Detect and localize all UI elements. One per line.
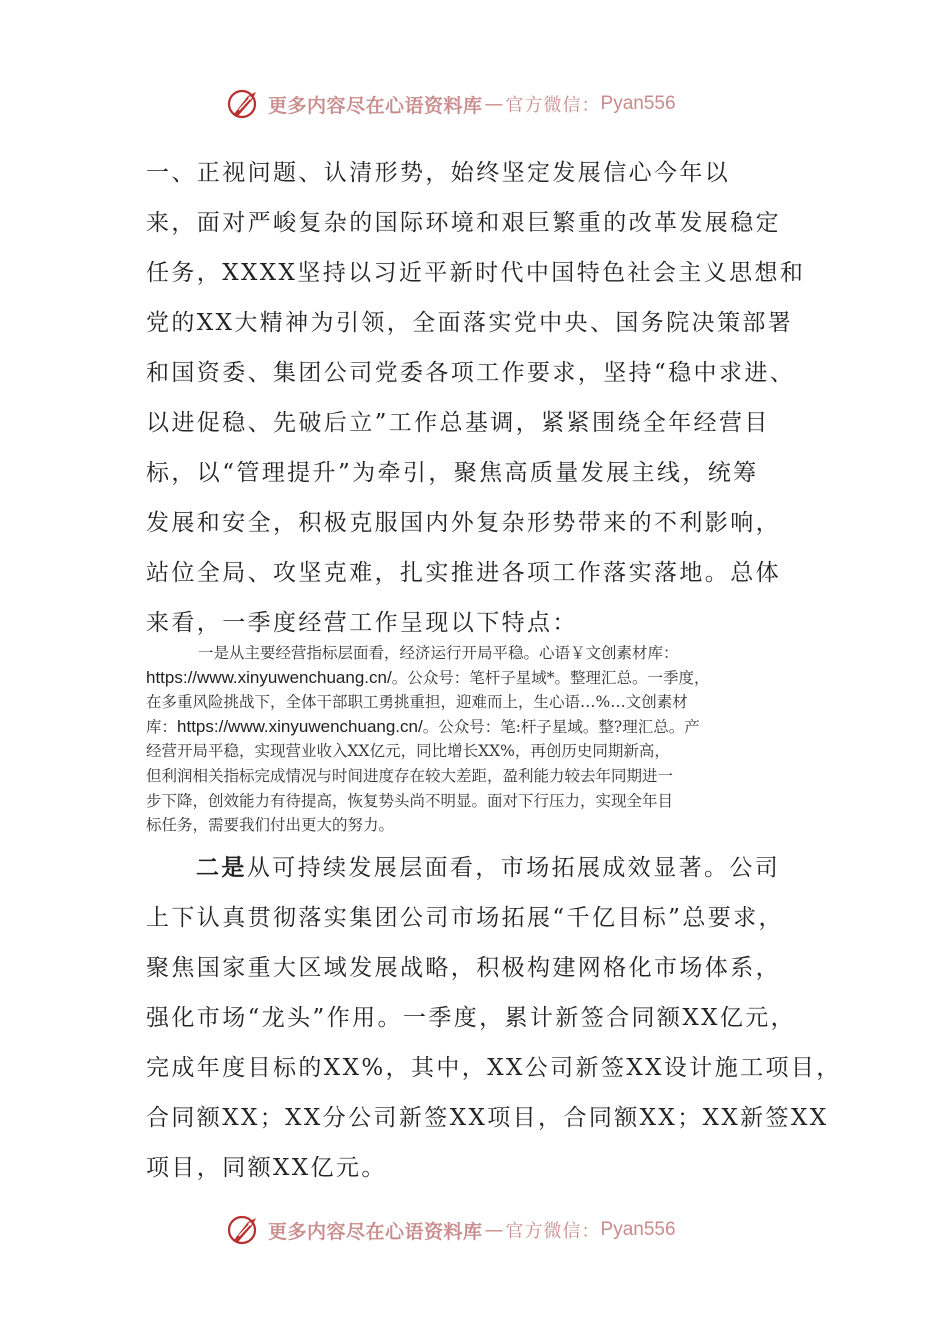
footer-banner (226, 1210, 746, 1250)
banner-wechat-id: Pyan556 (600, 93, 676, 114)
text-line: 步下降，创效能力有待提高，恢复势头尚不明显。面对下行压力，实现全年目 (146, 791, 674, 810)
banner-title: 更多内容尽在心语资料库 (268, 94, 483, 117)
text-line: 在多重风险挑战下，全体干部职工勇挑重担，迎难而上，生心语…%…文创素材 (146, 693, 688, 712)
banner-wechat-id: Pyan556 (600, 1219, 676, 1240)
text-line: 上下认真贯彻落实集团公司市场拓展“千亿目标”总要求， (146, 905, 784, 931)
banner-dash: — (484, 1219, 504, 1241)
text-line (146, 666, 806, 691)
banner-dash: — (484, 93, 504, 115)
text-line (146, 843, 826, 893)
text-line (146, 715, 806, 740)
text-line: 来，面对严峻复杂的国际环境和艰巨繁重的改革发展稳定 (146, 210, 781, 236)
text-line: 任务，XXXX坚持以习近平新时代中国特色社会主义思想和 (146, 260, 806, 286)
text-line: 但利润相关指标完成情况与时间进度存在较大差距，盈利能力较去年同期进一 (146, 766, 674, 785)
text-line: 合同额XX；XX分公司新签XX项目，合同额XX；XX新签XX (146, 1105, 829, 1131)
text-line: 站位全局、攻坚克难，扎实推进各项工作落实落地。总体 (146, 560, 781, 586)
source-url-link[interactable]: https://www.xinyuwenchuang.cn/ (177, 716, 423, 736)
paragraph-market-expansion (146, 843, 842, 1193)
banner-title: 更多内容尽在心语资料库 (268, 1220, 483, 1243)
text-line: 一、正视问题、认清形势，始终坚定发展信心今年以 (146, 160, 731, 186)
text-line: 标，以“管理提升”为牵引，聚焦高质量发展主线，统筹 (146, 460, 759, 486)
text-line: 和国资委、集团公司党委各项工作要求，坚持“稳中求进、 (146, 360, 796, 386)
pen-nib-logo-icon (226, 86, 262, 122)
paragraph-lead: 二是 (196, 854, 247, 881)
source-url-link[interactable]: https://www.xinyuwenchuang.cn/ (146, 667, 392, 687)
text-line: 以进促稳、先破后立”工作总基调，紧紧围绕全年经营目 (146, 410, 770, 436)
text-line: 发展和安全，积极克服国内外复杂形势带来的不利影响， (146, 510, 781, 536)
header-banner (226, 84, 746, 124)
text-line: 标任务，需要我们付出更大的努力。 (146, 816, 395, 835)
text-fragment: 。公众号：笔:杆子星域。整?理汇总。产 (422, 717, 700, 736)
text-fragment: 从可持续发展层面看，市场拓展成效显著。公司 (246, 855, 781, 881)
text-fragment: 库： (146, 717, 178, 736)
banner-subtitle: 官方微信： (505, 95, 601, 116)
pen-nib-logo-icon (226, 1212, 262, 1248)
text-line: 项目，同额XX亿元。 (146, 1155, 387, 1181)
paragraph-operating-indicators (146, 641, 806, 838)
text-line: 来看，一季度经营工作呈现以下特点： (146, 610, 578, 636)
text-line: 一是从主要经营指标层面看，经济运行开局平稳。心语￥文创素材库： (198, 644, 679, 662)
text-line: 党的XX大精神为引领，全面落实党中央、国务院决策部署 (146, 310, 794, 336)
text-line: 强化市场“龙头”作用。一季度，累计新签合同额XX亿元， (146, 1005, 797, 1031)
text-line: 聚焦国家重大区域发展战略，积极构建网格化市场体系， (146, 955, 781, 981)
text-fragment: 。公众号：笔杆子星域*。整理汇总。一季度， (391, 668, 710, 687)
banner-subtitle: 官方微信： (505, 1221, 601, 1242)
text-line: 经营开局平稳，实现营业收入XX亿元，同比增长XX%，再创历史同期新高， (146, 742, 670, 761)
paragraph-section-one (146, 148, 826, 648)
text-line: 完成年度目标的XX%，其中，XX公司新签XX设计施工项目， (146, 1055, 842, 1081)
